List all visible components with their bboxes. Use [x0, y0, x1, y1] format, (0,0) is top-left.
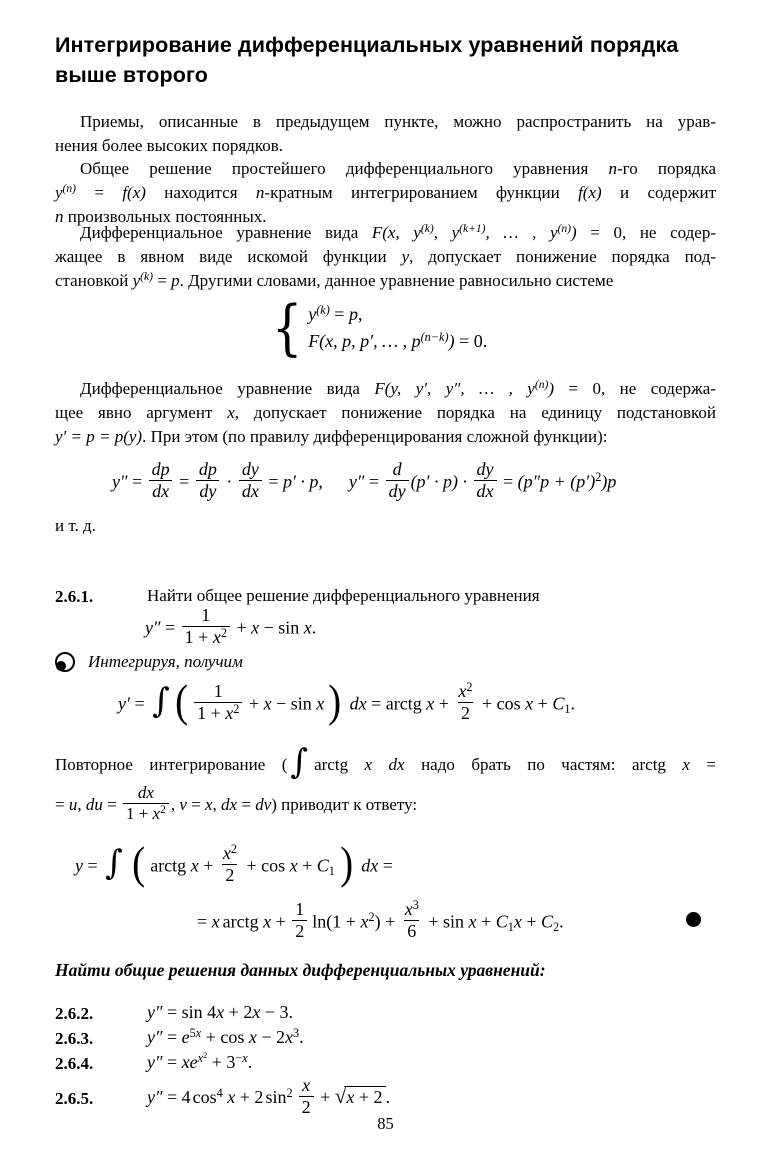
superscript: 2	[160, 802, 166, 816]
superscript: (k+1)	[459, 222, 486, 236]
problem-formula: y″ = 4 $\cos^4 x + 2$ $\sin^2$ $\frac{x}{2}$ + √ x + 2 .	[147, 1075, 391, 1117]
superscript: 5x	[189, 1025, 202, 1040]
fraction: $\frac{1}{2}$	[292, 899, 307, 941]
superscript: 3	[293, 1025, 300, 1040]
equation-yprime: y′ = ∫ ( $\frac{1}{1 + x^2}$ + x − sin x) dx = arctg x + $\frac{x^2}{2}$ + $\cos x + C_1$.	[118, 675, 575, 727]
superscript: (k)	[420, 222, 434, 236]
problem-number: 2.6.1.	[55, 587, 94, 607]
fraction: $\frac{1}{1 + x^2}$	[194, 681, 242, 723]
system-equation-line1: $y^{(k)} = p$,	[308, 302, 363, 324]
subscript: 1	[507, 919, 514, 934]
solution-start-icon	[55, 652, 75, 672]
equation-answer-line1: y = ∫ ( arctg x + $\frac{x^2}{2}$ + $\cos x + C_1$ ) dx =	[75, 837, 393, 889]
exercise-row-262	[55, 1002, 716, 1024]
paragraph-by-parts	[55, 742, 716, 826]
solution-end-icon	[686, 912, 701, 927]
paragraph-general-solution	[55, 157, 716, 229]
equation-answer-line2: = x arctg x + $\frac{1}{2}$ $\ln(1 + x^2)$ + $\frac{x^3}{6}$ + $\sin x + C_1x + C_2$.	[197, 897, 564, 941]
superscript: 2	[368, 910, 375, 925]
fraction: $\frac{dx}{1 + x^2}$	[123, 783, 169, 823]
example-261-row	[55, 586, 716, 607]
superscript: (n)	[557, 222, 571, 236]
system-equation-line2: F(x, p, p′, … , $p^{(n-k)}) = 0$.	[308, 329, 488, 351]
text-line: становкой $y^{(k)} = p$. Другими словами, данное уравнение равносильно системе	[55, 270, 614, 290]
superscript: 2	[595, 470, 602, 485]
text-line: y′ = p = p(y). При этом (по правилу дифференцирования сложной функции):	[55, 427, 608, 446]
text-line: Приемы, описанные в предыдущем пункте, можно распространить на урав-	[80, 112, 716, 131]
text-line: = u, du = $\frac{dx}{1 + x^2}$ , v = x, dx = dv) приводит к ответу:	[55, 783, 418, 823]
solution-start-row	[55, 651, 716, 672]
problem-formula: y″ = sin 4x + 2x − 3.	[147, 1002, 293, 1022]
text-line: нения более высоких порядков.	[55, 136, 283, 155]
text-line: Дифференциальное уравнение вида F(x, $y^{(k)}$, $y^{(k+1)}$, … , $y^{(n)}) = 0$, не содер-	[80, 222, 716, 242]
fraction: $\frac{d}{dy}$	[386, 459, 409, 501]
section-title	[55, 30, 716, 90]
exercise-row-263	[55, 1027, 716, 1049]
fraction: $\frac{x^2}{2}$	[458, 679, 473, 723]
page-number: 85	[377, 1114, 394, 1133]
solution-intro-text: Интегрируя, получим	[88, 652, 243, 672]
example-261-equation: y″ = $\frac{1}{1 + x^2}$ + x − sin x.	[145, 605, 317, 647]
problem-number: 2.6.5.	[55, 1089, 94, 1109]
problem-number: 2.6.2.	[55, 1003, 94, 1023]
superscript: −x	[235, 1050, 248, 1065]
text-line: щее явно аргумент x, допускает понижение порядка на единицу подстановкой	[55, 403, 716, 422]
fraction: $\frac{dp}{dy}$	[196, 459, 220, 501]
paragraph-substitution-p	[55, 377, 716, 449]
exercise-row-264	[55, 1052, 716, 1074]
equation-system	[268, 293, 488, 363]
superscript: (k)	[316, 302, 330, 317]
superscript: 4	[216, 1086, 223, 1101]
problem-formula: $y'' = e^{5x} + \cos x - 2x^3$.	[147, 1025, 304, 1047]
fraction: $\frac{x}{2}$	[299, 1075, 314, 1117]
superscript: (n−k)	[420, 329, 449, 344]
text-line: Повторное интегрирование (∫ arctg x dx надо брать по частям: arctg x =	[55, 742, 716, 783]
text-line: жащее в явном виде искомой функции y, допускает понижение порядка под-	[55, 247, 717, 266]
superscript: 2	[230, 841, 237, 856]
superscript: 3	[412, 897, 419, 912]
superscript: 2	[220, 625, 227, 640]
cases-brace: {	[271, 293, 303, 363]
subscript: 2	[553, 919, 560, 934]
superscript: (n)	[62, 182, 77, 196]
fraction: $\frac{x^2}{2}$	[222, 841, 237, 885]
superscript: x2	[197, 1050, 208, 1065]
problem-number: 2.6.4.	[55, 1053, 94, 1073]
section-title-line2: выше второго	[55, 63, 209, 87]
superscript: (k)	[140, 270, 153, 284]
exercises-heading: Найти общие решения данных дифференциальных уравнений:	[55, 960, 546, 980]
fraction: $\frac{dp}{dx}$	[149, 459, 173, 501]
text-line: Дифференциальное уравнение вида F(y, y′, y″, … , $y^{(n)}) = 0$, не содержа-	[80, 378, 716, 398]
equation-chain-rule: y″ = $\frac{dp}{dx}$ = $\frac{dp}{dy}$ · $\frac{dy}{dx}$ = p′ · p, y″ = $\frac{d}{dy}$ (p′ · p) · $\frac{dy}{dx}$ = $(p''p + (p')^2)p$	[112, 459, 617, 501]
problem-formula: $y'' = xe^{x^2} + 3^{-x}$.	[147, 1050, 253, 1072]
section-title-line1: Интегрирование дифференциальных уравнений порядка	[55, 33, 679, 57]
superscript: 2	[286, 1086, 293, 1101]
subscript: 1	[328, 863, 335, 878]
fraction: $\frac{dy}{dx}$	[474, 459, 497, 501]
text-line: n произвольных постоянных.	[55, 207, 267, 226]
problem-number: 2.6.3.	[55, 1028, 94, 1048]
etc-text: и т. д.	[55, 516, 96, 535]
fraction: $\frac{1}{1 + x^2}$	[182, 605, 230, 647]
fraction: $\frac{dy}{dx}$	[239, 459, 262, 501]
paragraph-substitution-yk	[55, 221, 716, 293]
problem-statement: Найти общее решение дифференциального уравнения	[147, 586, 540, 605]
subscript: 1	[564, 701, 571, 716]
fraction: $\frac{x^3}{6}$	[404, 897, 419, 941]
superscript: 2	[203, 1050, 208, 1060]
superscript: 2	[233, 701, 240, 716]
text-line: Общее решение простейшего дифференциального уравнения n-го порядка	[80, 159, 716, 178]
superscript: (n)	[534, 378, 549, 392]
paragraph-techniques	[55, 110, 716, 158]
radical-sign: √ x + 2	[335, 1086, 386, 1108]
superscript: 2	[466, 679, 473, 694]
text-line: $y^{(n)} = f(x)$ находится n-кратным интегрированием функции f(x) и содержит	[55, 182, 716, 202]
